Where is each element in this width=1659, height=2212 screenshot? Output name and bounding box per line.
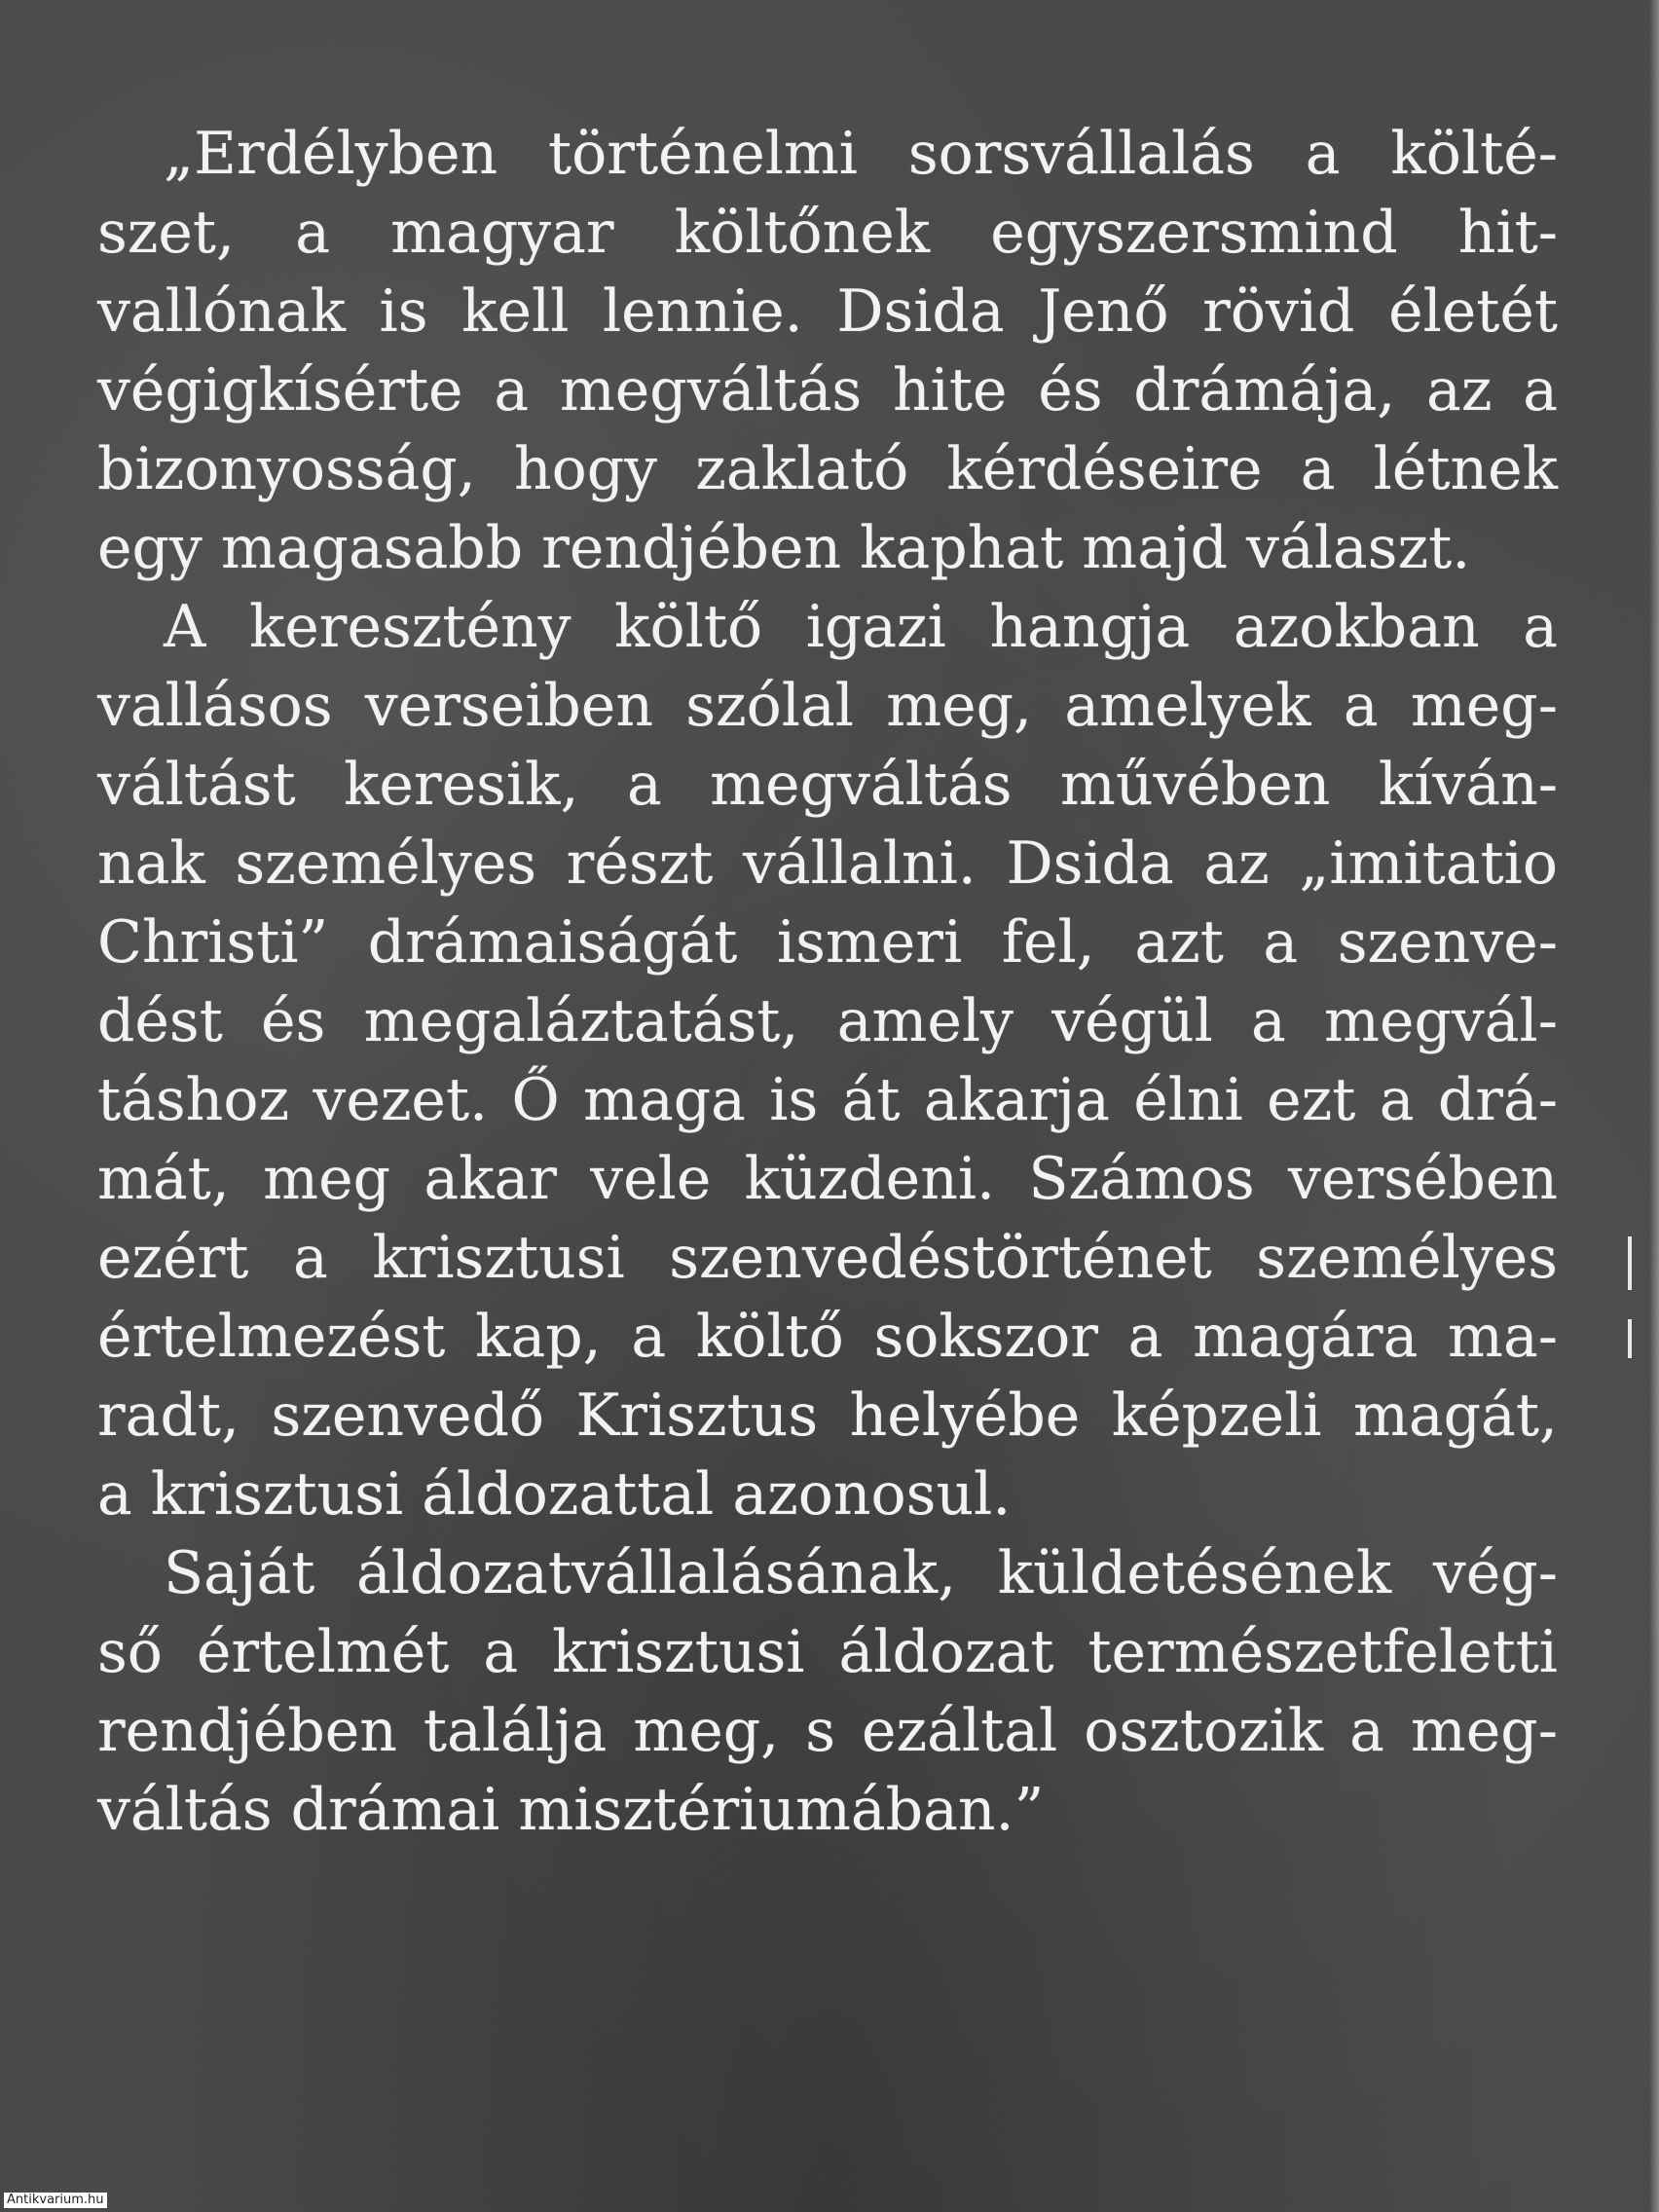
text-line: Saját áldozatvállalásának, küldetésének vég- xyxy=(164,1539,1558,1607)
text-line: Christi” drámaiságát ismeri fel, azt a szenve- xyxy=(97,908,1558,977)
text-line: mát, meg akar vele küzdeni. Számos versében xyxy=(97,1145,1558,1213)
text-line: radt, szenvedő Krisztus helyébe képzeli magát, xyxy=(97,1382,1558,1450)
text-line: a krisztusi áldozattal azonosul. xyxy=(97,1460,1012,1529)
paragraph xyxy=(97,1534,1558,1850)
text-line: dést és megaláztatást, amely végül a megvál- xyxy=(97,987,1558,1055)
text-line: bizonyosság, hogy zaklató kérdéseire a létnek xyxy=(97,435,1558,503)
paragraph xyxy=(97,115,1558,588)
text-line: nak személyes részt vállalni. Dsida az „imitatio xyxy=(97,830,1558,898)
text-line: vallónak is kell lennie. Dsida Jenő rövid életét xyxy=(97,277,1558,346)
text-line: váltást keresik, a megváltás művében kíván- xyxy=(97,751,1558,819)
text-line: végigkísérte a megváltás hite és drámája, az a xyxy=(97,356,1558,424)
text-line: „Erdélyben történelmi sorsvállalás a költé- xyxy=(164,120,1558,188)
text-line: ezért a krisztusi szenvedéstörténet személyes xyxy=(97,1224,1558,1292)
paragraph xyxy=(97,588,1558,1534)
text-line: egy magasabb rendjében kaphat majd választ. xyxy=(97,514,1471,582)
text-line: rendjében találja meg, s ezáltal osztozik a meg- xyxy=(97,1697,1558,1765)
antikvarium-watermark: Antikvarium.hu xyxy=(4,2193,107,2208)
edge-scratch-mark xyxy=(1628,1236,1632,1290)
text-line: A keresztény költő igazi hangja azokban a xyxy=(164,593,1558,661)
text-line: váltás drámai misztériumában.” xyxy=(97,1776,1045,1844)
text-line: értelmezést kap, a költő sokszor a magára ma- xyxy=(97,1303,1558,1371)
quote-text-block xyxy=(97,115,1558,1850)
text-line: szet, a magyar költőnek egyszersmind hit- xyxy=(97,199,1558,267)
page-right-edge xyxy=(1649,0,1659,2212)
edge-scratch-mark xyxy=(1628,1319,1632,1358)
text-line: ső értelmét a krisztusi áldozat természetfeletti xyxy=(97,1618,1558,1686)
text-line: vallásos verseiben szólal meg, amelyek a meg- xyxy=(97,672,1558,740)
text-line: táshoz vezet. Ő maga is át akarja élni ezt a drá- xyxy=(97,1066,1558,1134)
